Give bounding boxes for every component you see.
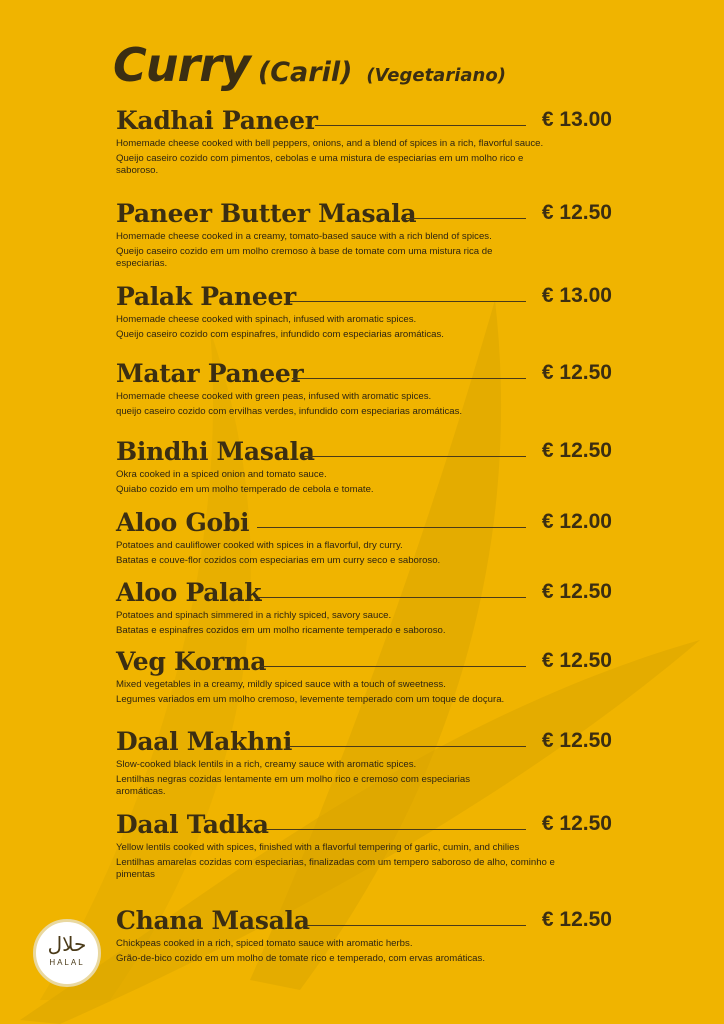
menu-item-veg-korma (116, 647, 612, 708)
item-description-en: Homemade cheese cooked with green peas, infused with aromatic spices. (116, 391, 432, 402)
item-name: Daal Tadka (116, 810, 269, 839)
leader-line (290, 301, 526, 302)
item-description-pt: Legumes variados em um molho cremoso, levemente temperado com um toque de doçura. (116, 693, 505, 705)
leader-line (261, 666, 526, 667)
leader-line (259, 597, 526, 598)
leader-line (257, 527, 526, 528)
item-description-en: Potatoes and cauliflower cooked with spices in a flavorful, dry curry. (116, 540, 403, 551)
heading-title: Curry (113, 38, 250, 92)
item-description-pt: Batatas e couve-flor cozidos com especiarias em um curry seco e saboroso. (116, 554, 441, 566)
menu-item-palak-paneer (116, 282, 612, 343)
menu-item-matar-paneer (116, 359, 612, 420)
item-description-pt: Queijo caseiro cozido com pimentos, cebolas e uma mistura de especiarias em um molho rico e saboroso. (116, 152, 524, 176)
item-description-pt: Lentilhas amarelas cozidas com especiarias, finalizadas com um tempero saboroso de alho, cominho e pimentas (116, 856, 555, 880)
item-price: € 12.50 (541, 580, 612, 603)
menu-item-chana-masala (116, 906, 612, 967)
item-price: € 13.00 (541, 284, 612, 307)
halal-arabic-text: حلال (47, 932, 87, 956)
item-description-pt: Quiabo cozido em um molho temperado de cebola e tomate. (116, 483, 374, 495)
item-price: € 12.50 (541, 729, 612, 752)
leader-line (292, 378, 526, 379)
item-description-en: Chickpeas cooked in a rich, spiced tomato sauce with aromatic herbs. (116, 938, 413, 949)
item-description-pt: Queijo caseiro cozido em um molho cremoso à base de tomate com uma mistura rica de especiarias. (116, 245, 493, 269)
item-name: Palak Paneer (116, 282, 296, 311)
leader-line (287, 746, 526, 747)
item-price: € 12.50 (541, 361, 612, 384)
item-description-en: Homemade cheese cooked with bell peppers, onions, and a blend of spices in a rich, flavorful sauce. (116, 138, 544, 149)
item-description-pt: Grão-de-bico cozido em um molho de tomate rico e temperado, com ervas aromáticas. (116, 952, 485, 964)
item-price: € 12.50 (541, 439, 612, 462)
leader-line (305, 925, 526, 926)
item-price: € 12.50 (541, 649, 612, 672)
menu-item-aloo-palak (116, 578, 612, 639)
item-description-en: Homemade cheese cooked in a creamy, tomato-based sauce with a rich blend of spices. (116, 231, 492, 242)
heading-subtitle: (Vegetariano) (366, 65, 506, 86)
item-price: € 12.50 (541, 812, 612, 835)
item-description-en: Okra cooked in a spiced onion and tomato sauce. (116, 469, 327, 480)
item-price: € 13.00 (541, 108, 612, 131)
menu-item-bindhi-masala (116, 437, 612, 498)
heading-alt: (Caril) (257, 57, 353, 88)
item-description-en: Slow-cooked black lentils in a rich, creamy sauce with aromatic spices. (116, 759, 417, 770)
item-description-en: Homemade cheese cooked with spinach, infused with aromatic spices. (116, 314, 417, 325)
item-name: Bindhi Masala (116, 437, 315, 466)
item-name: Kadhai Paneer (116, 106, 318, 135)
item-price: € 12.50 (541, 201, 612, 224)
item-name: Chana Masala (116, 906, 310, 935)
item-price: € 12.00 (541, 510, 612, 533)
menu-item-aloo-gobi (116, 508, 612, 569)
menu-item-paneer-butter-masala (116, 199, 612, 273)
item-price: € 12.50 (541, 908, 612, 931)
leader-line (304, 456, 526, 457)
leader-line (401, 218, 526, 219)
halal-badge-icon (33, 919, 101, 987)
halal-label: HALAL (49, 958, 85, 967)
item-name: Daal Makhni (116, 727, 293, 756)
leader-line (315, 125, 526, 126)
item-name: Aloo Gobi (116, 508, 250, 537)
item-description-en: Yellow lentils cooked with spices, finished with a flavorful tempering of garlic, cumin, and chilies (116, 842, 520, 853)
section-heading (113, 38, 506, 92)
item-description-pt: Lentilhas negras cozidas lentamente em um molho rico e cremoso com especiarias aromáticas. (116, 773, 471, 797)
item-description-en: Potatoes and spinach simmered in a richly spiced, savory sauce. (116, 610, 392, 621)
item-name: Aloo Palak (116, 578, 262, 607)
item-description-en: Mixed vegetables in a creamy, mildly spiced sauce with a touch of sweetness. (116, 679, 446, 690)
item-name: Matar Paneer (116, 359, 304, 388)
menu-item-kadhai-paneer (116, 106, 612, 180)
leader-line (265, 829, 526, 830)
menu-item-daal-makhni (116, 727, 612, 801)
item-name: Paneer Butter Masala (116, 199, 417, 228)
item-description-pt: queijo caseiro cozido com ervilhas verdes, infundido com especiarias aromáticas. (116, 405, 463, 417)
menu-item-daal-tadka (116, 810, 612, 884)
item-name: Veg Korma (116, 647, 267, 676)
item-description-pt: Batatas e espinafres cozidos em um molho ricamente temperado e saboroso. (116, 624, 446, 636)
item-description-pt: Queijo caseiro cozido com espinafres, infundido com especiarias aromáticas. (116, 328, 444, 340)
